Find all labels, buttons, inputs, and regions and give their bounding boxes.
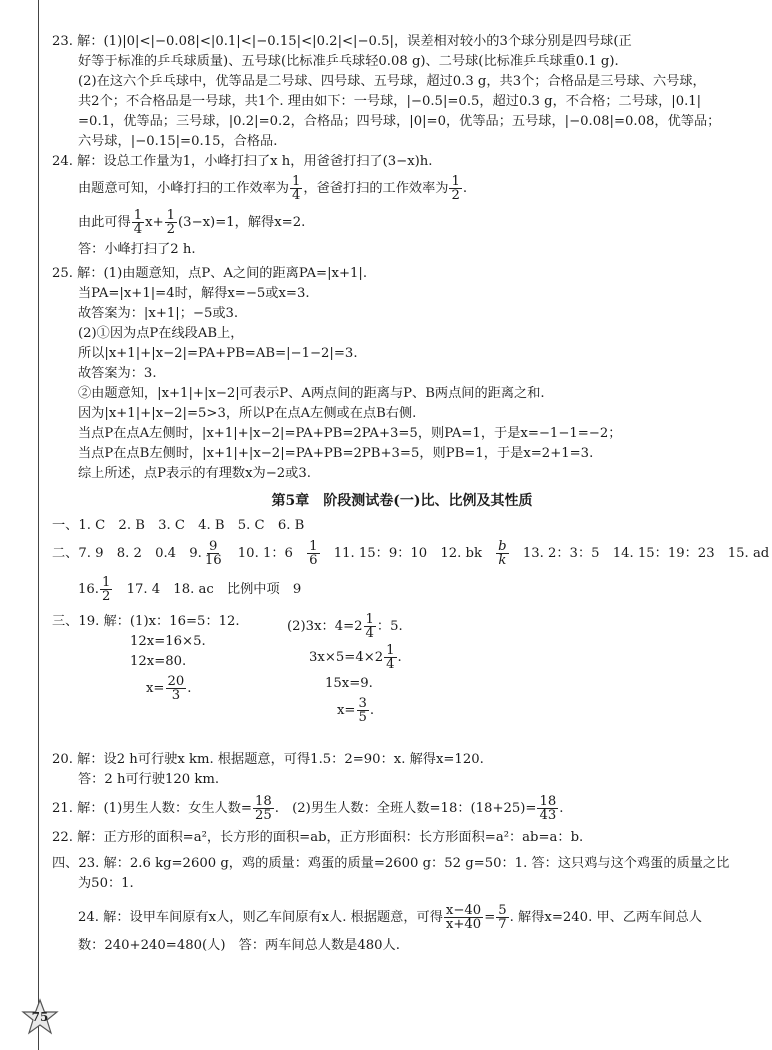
denominator: 2 — [101, 589, 111, 604]
q24b-line-2: 数：240+240=480(人) 答：两车间总人数是480人. — [78, 938, 400, 953]
q19-text: x= — [146, 681, 165, 696]
q25-block — [52, 264, 752, 484]
q22-line: 22. 解：正方形的面积=a²，长方形的面积=ab，正方形面积：长方形面积=a²：ab=a：b. — [52, 830, 584, 845]
q19-block — [52, 612, 752, 744]
denominator: 4 — [365, 626, 374, 641]
numerator: 1 — [386, 643, 395, 658]
fraction — [449, 175, 461, 202]
q19-text: (2)3x：4=2 — [287, 619, 363, 634]
q24-text: (3−x)=1，解得x=2. — [178, 215, 306, 230]
denominator: 7 — [498, 917, 507, 932]
fraction — [537, 795, 558, 822]
q25-line-11: 综上所述，点P表示的有理数x为−2或3. — [78, 466, 311, 481]
denominator: 4 — [386, 657, 395, 672]
q25-line-10: 当点P在点B左侧时，|x+1|+|x−2|=PA+PB=2PB+3=5，则PB=1，于是x=2+1=3. — [78, 446, 594, 461]
numerator: 1 — [451, 174, 460, 189]
q24-text: 由题意可知，小峰打扫的工作效率为 — [78, 181, 289, 196]
q23-line-6: 六号球，|−0.15|=0.15，合格品. — [78, 134, 278, 149]
denominator: 2 — [166, 222, 176, 237]
part2-text: 16. — [78, 582, 99, 597]
numerator: b — [498, 539, 507, 554]
fraction — [364, 613, 376, 640]
numerator: x−40 — [445, 903, 482, 918]
q25-line-1: 25. 解：(1)由题意知，点P、A之间的距离PA=|x+1|. — [52, 266, 368, 281]
denominator: 25 — [254, 808, 272, 823]
fraction — [384, 644, 396, 671]
numerator: 18 — [539, 794, 557, 809]
q23-line-1: 23. 解：(1)|0|<|−0.08|<|0.1|<|−0.15|<|0.2|<|−0.5|，误差相对较小的3个球分别是四号球(正 — [52, 34, 632, 49]
q25-line-2: 当PA=|x+1|=4时，解得x=−5或x=3. — [78, 286, 310, 301]
q21-line: 21. 解：(1)男生人数：女生人数= $\frac{18}{25}$ . (2)男生人数：全班人数=18：(18+25)= $\frac{18}{43}$ . — [52, 794, 564, 823]
q23-line-4: 共2个；不合格品是一号球，共1个. 理由如下：一号球，|−0.5|=0.5，超过0.3 g，不合格；二号球，|0.1| — [78, 94, 702, 109]
q25-line-8: 因为|x+1|+|x−2|=5>3，所以P在点A左侧或在点B右侧. — [78, 406, 417, 421]
fraction — [100, 576, 112, 603]
fraction — [496, 904, 508, 931]
q24-line-3 — [52, 206, 752, 240]
denominator: 3 — [171, 688, 181, 703]
numerator: 1 — [133, 208, 143, 223]
denominator: k — [498, 553, 507, 568]
q20-line-1: 20. 解：设2 h可行驶x km. 根据题意，可得1.5：2=90：x. 解得x=120. — [52, 752, 484, 767]
q24b-text: . 解得x=240. 甲、乙两车间总人 — [509, 910, 702, 925]
fraction — [132, 209, 144, 236]
numerator: 1 — [166, 208, 176, 223]
part2-answers-row2 — [52, 572, 752, 608]
denominator: 16 — [204, 553, 222, 568]
fraction — [496, 540, 508, 567]
margin-rule — [38, 0, 39, 1050]
q23-block — [52, 32, 752, 152]
numerator: 3 — [358, 696, 367, 711]
q24-block — [52, 152, 752, 260]
numerator: 9 — [209, 539, 218, 554]
fraction — [166, 675, 187, 702]
part2-text: 13. 2：3：5 14. 15：19：23 15. ad — [522, 546, 770, 561]
q19-column-1 — [52, 612, 240, 706]
q25-line-4: (2)①因为点P在线段AB上， — [78, 326, 244, 341]
q24b-line-1 — [52, 900, 752, 936]
denominator: 43 — [539, 808, 557, 823]
q19-line: 三、19. 解：(1)x：16=5：12. — [52, 614, 240, 629]
numerator: 18 — [254, 794, 272, 809]
q19-column-2 — [287, 612, 403, 728]
answer-page — [52, 32, 770, 956]
q19-line: 12x=16×5. — [130, 634, 206, 649]
fraction — [253, 795, 274, 822]
q19-line: 15x=9. — [325, 676, 373, 691]
q25-line-5: 所以|x+1|+|x−2|=PA+PB=AB=|−1−2|=3. — [78, 346, 358, 361]
q19-line: 3x×5=4×2 $\frac{1}{4}$ . — [309, 643, 402, 672]
q19-line: x= $\frac{3}{5}$ . — [337, 696, 375, 725]
q19-text: x= — [337, 703, 356, 718]
fraction — [307, 540, 319, 567]
fraction — [290, 175, 302, 202]
q20-block — [52, 750, 752, 790]
q24-line-4: 答：小峰打扫了2 h. — [78, 242, 196, 257]
part2-text: 二、7. 9 8. 2 0.4 9. — [52, 546, 202, 561]
fraction — [357, 697, 369, 724]
numerator: 5 — [498, 903, 507, 918]
q24-line-1: 24. 解：设总工作量为1，小峰打扫了x h，用爸爸打扫了(3−x)h. — [52, 154, 433, 169]
fraction — [203, 540, 224, 567]
numerator: 20 — [167, 674, 185, 689]
q19-line — [287, 612, 403, 642]
denominator: 4 — [292, 188, 301, 203]
page-number-badge — [20, 998, 60, 1038]
q24-text: ，爸爸打扫的工作效率为 — [303, 181, 449, 196]
denominator: 2 — [451, 188, 460, 203]
q25-line-9: 当点P在点A左侧时，|x+1|+|x−2|=PA+PB=2PA+3=5，则PA=1，于是x=−1−1=−2； — [78, 426, 622, 441]
denominator: x+40 — [445, 917, 482, 932]
q24-text: x+ — [145, 215, 164, 230]
numerator: 1 — [101, 575, 111, 590]
q23-line-2: 好等于标准的乒乓球质量)、五号球(比标准乒乓球轻0.08 g)、二号球(比标准乒乓球重0.1 g). — [78, 54, 619, 69]
q19-text: 3x×5=4×2 — [309, 650, 384, 665]
numerator: 1 — [292, 174, 301, 189]
q23b-line-1: 四、23. 解：2.6 kg=2600 g，鸡的质量：鸡蛋的质量=2600 g：52 g=50：1. 答：这只鸡与这个鸡蛋的质量之比 — [52, 856, 730, 871]
q19-line: 12x=80. — [130, 654, 187, 669]
q21-text: 21. 解：(1)男生人数：女生人数= — [52, 801, 252, 816]
q23b-line-2: 为50：1. — [78, 876, 134, 891]
q19-line: x= $\frac{20}{3}$ . — [146, 674, 192, 703]
q19-text: ：5. — [376, 619, 403, 634]
q23b-block — [52, 854, 752, 894]
part2-text: 17. 4 18. ac 比例中项 9 — [126, 582, 302, 597]
denominator: 4 — [133, 222, 143, 237]
numerator: 1 — [365, 612, 374, 627]
q25-line-7: ②由题意知，|x+1|+|x−2|可表示P、A两点间的距离与P、B两点间的距离之和. — [78, 386, 545, 401]
q25-line-6: 故答案为：3. — [78, 366, 157, 381]
chapter-title: 第5章 阶段测试卷(一)比、比例及其性质 — [271, 493, 533, 509]
q25-line-3: 故答案为：|x+1|；−5或3. — [78, 306, 239, 321]
q21-text: (2)男生人数：全班人数=18：(18+25)= — [292, 801, 537, 816]
q24b-text: 24. 解：设甲车间原有x人，则乙车间原有x人. 根据题意，可得 — [78, 910, 443, 925]
fraction — [165, 209, 177, 236]
part2-text: 10. 1：6 — [237, 546, 293, 561]
q24b-text: = — [484, 910, 496, 925]
page-number: 75 — [31, 1010, 49, 1024]
part2-answers-row1 — [52, 536, 770, 572]
q23-line-5: =0.1，优等品；三号球，|0.2|=0.2，合格品；四号球，|0|=0，优等品；五号球，|−0.08|=0.08，优等品； — [78, 114, 721, 129]
q20-line-2: 答：2 h可行驶120 km. — [78, 772, 220, 787]
q24-text: 由此可得 — [78, 215, 131, 230]
q24-line-2: 由题意可知，小峰打扫的工作效率为 $\frac{1}{4}$ ，爸爸打扫的工作效率为 $\frac{1}{2}$ . — [78, 174, 468, 203]
fraction — [444, 904, 483, 931]
q24b-block — [52, 900, 752, 956]
numerator: 1 — [309, 539, 318, 554]
denominator: 5 — [358, 710, 367, 725]
part2-text: 11. 15：9：10 12. bk — [333, 546, 482, 561]
denominator: 6 — [309, 553, 318, 568]
part1-answers: 一、1. C 2. B 3. C 4. B 5. C 6. B — [52, 518, 305, 533]
q23-line-3: (2)在这六个乒乓球中，优等品是二号球、四号球、五号球，超过0.3 g，共3个；合格品是三号球、六号球， — [78, 74, 706, 89]
